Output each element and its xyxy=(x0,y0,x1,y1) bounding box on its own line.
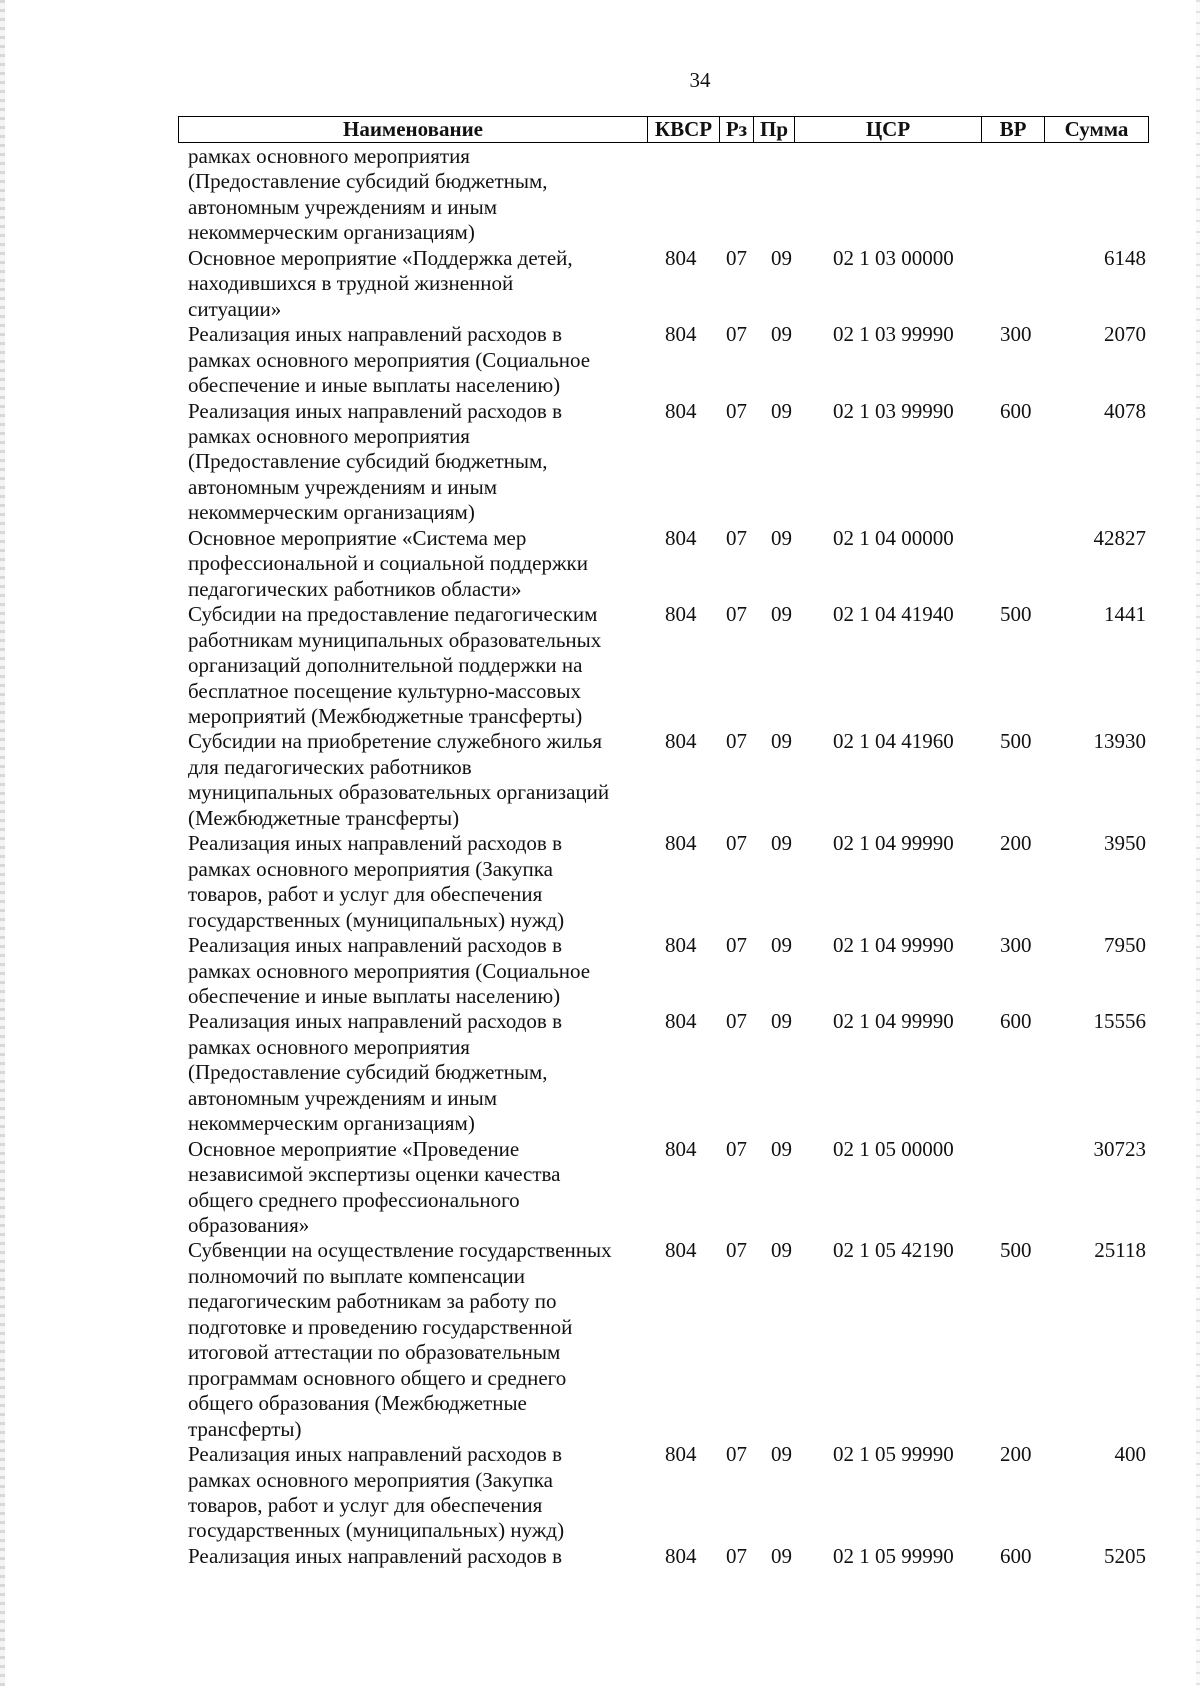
header-kvsr: КВСР xyxy=(648,117,720,143)
row-rz: 07 xyxy=(726,245,747,270)
row-name-line: Субсидии на приобретение служебного жилья xyxy=(188,729,603,754)
row-name-line: (Предоставление субсидий бюджетным, xyxy=(188,1060,548,1085)
row-name-line: независимой экспертизы оценки качества xyxy=(188,1162,561,1187)
header-csr: ЦСР xyxy=(795,117,982,143)
row-pr: 09 xyxy=(771,831,792,856)
table-row xyxy=(188,1137,1148,1239)
row-name-line: бесплатное посещение культурно-массовых xyxy=(188,678,582,703)
table-row xyxy=(188,1544,1148,1569)
row-name-line: образования» xyxy=(188,1213,310,1238)
table-row xyxy=(188,1442,1148,1544)
row-csr: 02 1 05 00000 xyxy=(833,1136,954,1161)
row-name xyxy=(188,602,638,729)
row-csr: 02 1 05 99990 xyxy=(833,1442,954,1467)
row-name-line: рамках основного мероприятия (Закупка xyxy=(188,1467,553,1492)
row-name-line: профессиональной и социальной поддержки xyxy=(188,551,588,576)
row-rz: 07 xyxy=(726,729,747,754)
row-sum: 25118 xyxy=(1094,1238,1146,1263)
row-name-line: работникам муниципальных образовательных xyxy=(188,627,602,652)
row-name-line: мероприятий (Межбюджетные трансферты) xyxy=(188,703,583,728)
row-name xyxy=(188,1544,638,1569)
row-name-line: общего образования (Межбюджетные xyxy=(188,1391,527,1416)
row-name-line: товаров, работ и услуг для обеспечения xyxy=(188,882,543,907)
row-vr: 600 xyxy=(1000,1009,1032,1034)
table-row xyxy=(188,144,1148,246)
row-pr: 09 xyxy=(771,602,792,627)
row-sum: 6148 xyxy=(1104,245,1146,270)
row-rz: 07 xyxy=(726,1238,747,1263)
row-pr: 09 xyxy=(771,322,792,347)
row-name xyxy=(188,526,638,602)
row-name-line: подготовке и проведению государственной xyxy=(188,1314,573,1339)
row-name-line: Реализация иных направлений расходов в xyxy=(188,933,563,958)
row-name-line: Основное мероприятие «Проведение xyxy=(188,1136,520,1161)
row-name-line: Реализация иных направлений расходов в xyxy=(188,1543,563,1568)
row-pr: 09 xyxy=(771,1238,792,1263)
table-body xyxy=(188,144,1148,1569)
row-kvsr: 804 xyxy=(665,322,697,347)
row-kvsr: 804 xyxy=(665,1543,697,1568)
row-name-line: Субсидии на предоставление педагогическим xyxy=(188,602,598,627)
row-csr: 02 1 04 00000 xyxy=(833,525,954,550)
row-kvsr: 804 xyxy=(665,729,697,754)
row-name xyxy=(188,1238,638,1442)
row-name-line: обеспечение и иные выплаты населению) xyxy=(188,983,561,1008)
header-name: Наименование xyxy=(179,117,648,143)
row-sum: 4078 xyxy=(1104,398,1146,423)
row-pr: 09 xyxy=(771,525,792,550)
row-name-line: рамках основного мероприятия (Закупка xyxy=(188,856,553,881)
row-rz: 07 xyxy=(726,933,747,958)
row-name-line: Реализация иных направлений расходов в xyxy=(188,831,563,856)
row-name-line: некоммерческим организациям) xyxy=(188,1111,475,1136)
row-name-line: муниципальных образовательных организаций xyxy=(188,780,610,805)
row-name-line: педагогических работников области» xyxy=(188,576,522,601)
table-row xyxy=(188,933,1148,1009)
row-name-line: Реализация иных направлений расходов в xyxy=(188,1442,563,1467)
table-header xyxy=(178,116,1149,143)
row-name-line: трансферты) xyxy=(188,1416,302,1441)
row-name-line: педагогическим работникам за работу по xyxy=(188,1289,557,1314)
row-name xyxy=(188,246,638,322)
row-rz: 07 xyxy=(726,1543,747,1568)
row-rz: 07 xyxy=(726,831,747,856)
table-row xyxy=(188,729,1148,831)
row-name-line: (Межбюджетные трансферты) xyxy=(188,805,460,830)
row-name-line: (Предоставление субсидий бюджетным, xyxy=(188,449,548,474)
row-kvsr: 804 xyxy=(665,1442,697,1467)
table-row xyxy=(188,526,1148,602)
row-vr: 600 xyxy=(1000,1543,1032,1568)
row-rz: 07 xyxy=(726,322,747,347)
row-vr: 300 xyxy=(1000,322,1032,347)
row-kvsr: 804 xyxy=(665,1238,697,1263)
row-vr: 300 xyxy=(1000,933,1032,958)
row-rz: 07 xyxy=(726,1136,747,1161)
row-kvsr: 804 xyxy=(665,602,697,627)
row-name-line: ситуации» xyxy=(188,296,282,321)
row-kvsr: 804 xyxy=(665,245,697,270)
row-name-line: итоговой аттестации по образовательным xyxy=(188,1340,561,1365)
table-row xyxy=(188,1009,1148,1136)
row-pr: 09 xyxy=(771,1442,792,1467)
row-kvsr: 804 xyxy=(665,1136,697,1161)
row-name xyxy=(188,1442,638,1544)
row-vr: 500 xyxy=(1000,1238,1032,1263)
row-vr: 200 xyxy=(1000,831,1032,856)
table-row xyxy=(188,246,1148,322)
row-sum: 7950 xyxy=(1104,933,1146,958)
row-sum: 13930 xyxy=(1093,729,1146,754)
row-name-line: находившихся в трудной жизненной xyxy=(188,271,514,296)
row-name-line: автономным учреждениям и иным xyxy=(188,474,498,499)
row-csr: 02 1 04 99990 xyxy=(833,831,954,856)
row-kvsr: 804 xyxy=(665,398,697,423)
table-row xyxy=(188,399,1148,526)
row-name-line: автономным учреждениям и иным xyxy=(188,194,498,219)
row-name xyxy=(188,1009,638,1136)
row-rz: 07 xyxy=(726,1442,747,1467)
row-pr: 09 xyxy=(771,1543,792,1568)
row-name-line: рамках основного мероприятия xyxy=(188,423,470,448)
row-name-line: некоммерческим организациям) xyxy=(188,500,475,525)
row-name xyxy=(188,322,638,398)
row-csr: 02 1 03 99990 xyxy=(833,322,954,347)
row-vr: 500 xyxy=(1000,602,1032,627)
row-pr: 09 xyxy=(771,729,792,754)
row-vr: 500 xyxy=(1000,729,1032,754)
page-number: 34 xyxy=(689,68,711,92)
row-csr: 02 1 04 41940 xyxy=(833,602,954,627)
header-pr: Пр xyxy=(754,117,795,143)
scan-edge-right xyxy=(1196,0,1200,1686)
row-kvsr: 804 xyxy=(665,831,697,856)
row-csr: 02 1 04 99990 xyxy=(833,933,954,958)
row-name xyxy=(188,144,638,246)
row-name xyxy=(188,1137,638,1239)
row-rz: 07 xyxy=(726,602,747,627)
row-name-line: организаций дополнительной поддержки на xyxy=(188,653,583,678)
row-name-line: Реализация иных направлений расходов в xyxy=(188,1009,563,1034)
row-name xyxy=(188,729,638,831)
row-pr: 09 xyxy=(771,245,792,270)
row-rz: 07 xyxy=(726,398,747,423)
row-kvsr: 804 xyxy=(665,525,697,550)
row-vr: 200 xyxy=(1000,1442,1032,1467)
row-name-line: общего среднего профессионального xyxy=(188,1187,520,1212)
header-sum: Сумма xyxy=(1045,117,1149,143)
row-sum: 30723 xyxy=(1093,1136,1146,1161)
header-rz: Рз xyxy=(720,117,754,143)
row-sum: 1441 xyxy=(1104,602,1146,627)
row-sum: 42827 xyxy=(1093,525,1146,550)
row-csr: 02 1 05 42190 xyxy=(833,1238,954,1263)
row-vr: 600 xyxy=(1000,398,1032,423)
row-name-line: Основное мероприятие «Поддержка детей, xyxy=(188,245,573,270)
scan-edge-left xyxy=(0,0,5,1686)
row-name-line: (Предоставление субсидий бюджетным, xyxy=(188,169,548,194)
row-name-line: некоммерческим организациям) xyxy=(188,220,475,245)
row-name-line: Субвенции на осуществление государственных xyxy=(188,1238,612,1263)
table-row xyxy=(188,831,1148,933)
row-name-line: рамках основного мероприятия (Социальное xyxy=(188,347,591,372)
row-pr: 09 xyxy=(771,398,792,423)
row-name-line: полномочий по выплате компенсации xyxy=(188,1263,526,1288)
row-name-line: обеспечение и иные выплаты населению) xyxy=(188,373,561,398)
row-name-line: рамках основного мероприятия (Социальное xyxy=(188,958,591,983)
row-pr: 09 xyxy=(771,1009,792,1034)
row-rz: 07 xyxy=(726,525,747,550)
row-name xyxy=(188,831,638,933)
row-name-line: Основное мероприятие «Система мер xyxy=(188,525,527,550)
row-csr: 02 1 05 99990 xyxy=(833,1543,954,1568)
row-sum: 2070 xyxy=(1104,322,1146,347)
table-row xyxy=(188,602,1148,729)
row-sum: 5205 xyxy=(1104,1543,1146,1568)
row-name xyxy=(188,933,638,1009)
row-rz: 07 xyxy=(726,1009,747,1034)
row-csr: 02 1 03 00000 xyxy=(833,245,954,270)
row-sum: 400 xyxy=(1114,1442,1146,1467)
row-name-line: государственных (муниципальных) нужд) xyxy=(188,1518,565,1543)
row-name-line: Реализация иных направлений расходов в xyxy=(188,322,563,347)
row-kvsr: 804 xyxy=(665,933,697,958)
row-name xyxy=(188,399,638,526)
table-row xyxy=(188,322,1148,398)
header-vr: ВР xyxy=(982,117,1045,143)
row-csr: 02 1 03 99990 xyxy=(833,398,954,423)
row-name-line: для педагогических работников xyxy=(188,754,472,779)
row-sum: 15556 xyxy=(1093,1009,1146,1034)
row-kvsr: 804 xyxy=(665,1009,697,1034)
row-name-line: Реализация иных направлений расходов в xyxy=(188,398,563,423)
row-name-line: товаров, работ и услуг для обеспечения xyxy=(188,1493,543,1518)
table-row xyxy=(188,1238,1148,1442)
row-sum: 3950 xyxy=(1104,831,1146,856)
row-name-line: автономным учреждениям и иным xyxy=(188,1085,498,1110)
row-name-line: рамках основного мероприятия xyxy=(188,1034,470,1059)
row-pr: 09 xyxy=(771,1136,792,1161)
row-name-line: программам основного общего и среднего xyxy=(188,1365,567,1390)
row-name-line: государственных (муниципальных) нужд) xyxy=(188,907,565,932)
row-csr: 02 1 04 41960 xyxy=(833,729,954,754)
row-pr: 09 xyxy=(771,933,792,958)
row-name-line: рамках основного мероприятия xyxy=(188,144,470,168)
row-csr: 02 1 04 99990 xyxy=(833,1009,954,1034)
